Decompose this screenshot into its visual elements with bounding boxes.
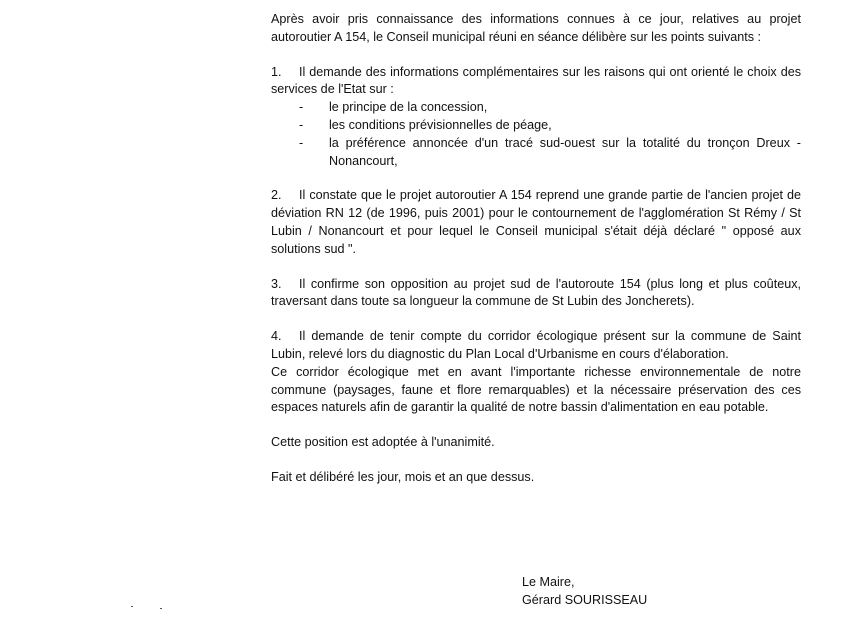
signature-name: Gérard SOURISSEAU (522, 592, 648, 607)
point-body: Il confirme son opposition au projet sud de l'autoroute 154 (plus long et plus coûteux, traversant dans toute sa longueur la commune de St Lubin des Joncherets). (271, 276, 801, 309)
point-number: 3. (271, 276, 282, 291)
point-2 (271, 187, 801, 258)
point-body: Il demande de tenir compte du corridor écologique présent sur la commune de Saint Lubin, relevé lors du diagnostic du Plan Local d'Urbanisme en cours d'élaboration. (271, 329, 801, 361)
point-number: 2. (271, 188, 282, 203)
point-body: Il constate que le projet autoroutier A 154 reprend une grande partie de l'ancien projet de déviation RN 12 (de 1996, puis 2001) pour le contournement de l'agglomération St Rémy / St Lubin / Nonancourt et pour lequel le Conseil municipal s'était déjà déclaré " opposé aux solutions sud ". (271, 188, 801, 256)
deliberation-closing: Fait et délibéré les jour, mois et an que dessus. (271, 469, 535, 484)
point-3-text (271, 276, 801, 312)
point-2-text (271, 187, 801, 258)
point-3 (271, 276, 801, 312)
point-4-text (271, 328, 801, 364)
intro-paragraph: Après avoir pris connaissance des informations connues à ce jour, relatives au projet autoroutier A 154, le Conseil municipal réuni en séance délibère sur les points suivants : (271, 12, 801, 44)
list-item: - la préférence annoncée d'un tracé sud-ouest sur la totalité du tronçon Dreux - Nonancourt, (299, 135, 801, 168)
point-1-text (271, 64, 801, 100)
point-number: 4. (271, 329, 282, 344)
signature-block (522, 574, 647, 610)
bullet-list (271, 99, 801, 170)
point-number: 1. (271, 64, 282, 79)
scan-speck (160, 608, 162, 609)
list-item: - les conditions prévisionnelles de péage, (299, 117, 552, 132)
signature-title: Le Maire, (522, 575, 575, 589)
point-body: Il demande des informations complémentaires sur les raisons qui ont orienté le choix des services de l'Etat sur : (271, 64, 801, 97)
scan-speck (131, 606, 133, 607)
point-4 (271, 328, 801, 417)
adoption-statement: Cette position est adoptée à l'unanimité. (271, 435, 495, 450)
point-1 (271, 64, 801, 171)
deliberation-text (271, 11, 801, 504)
point-4-continuation: Ce corridor écologique met en avant l'importante richesse environnementale de notre commune (paysages, faune et flore remarquables) et la nécessaire préservation des ces espaces naturels afin de garantir la qualité de notre bassin d'alimentation en eau potable. (271, 364, 801, 415)
list-item: - le principe de la concession, (299, 100, 488, 115)
